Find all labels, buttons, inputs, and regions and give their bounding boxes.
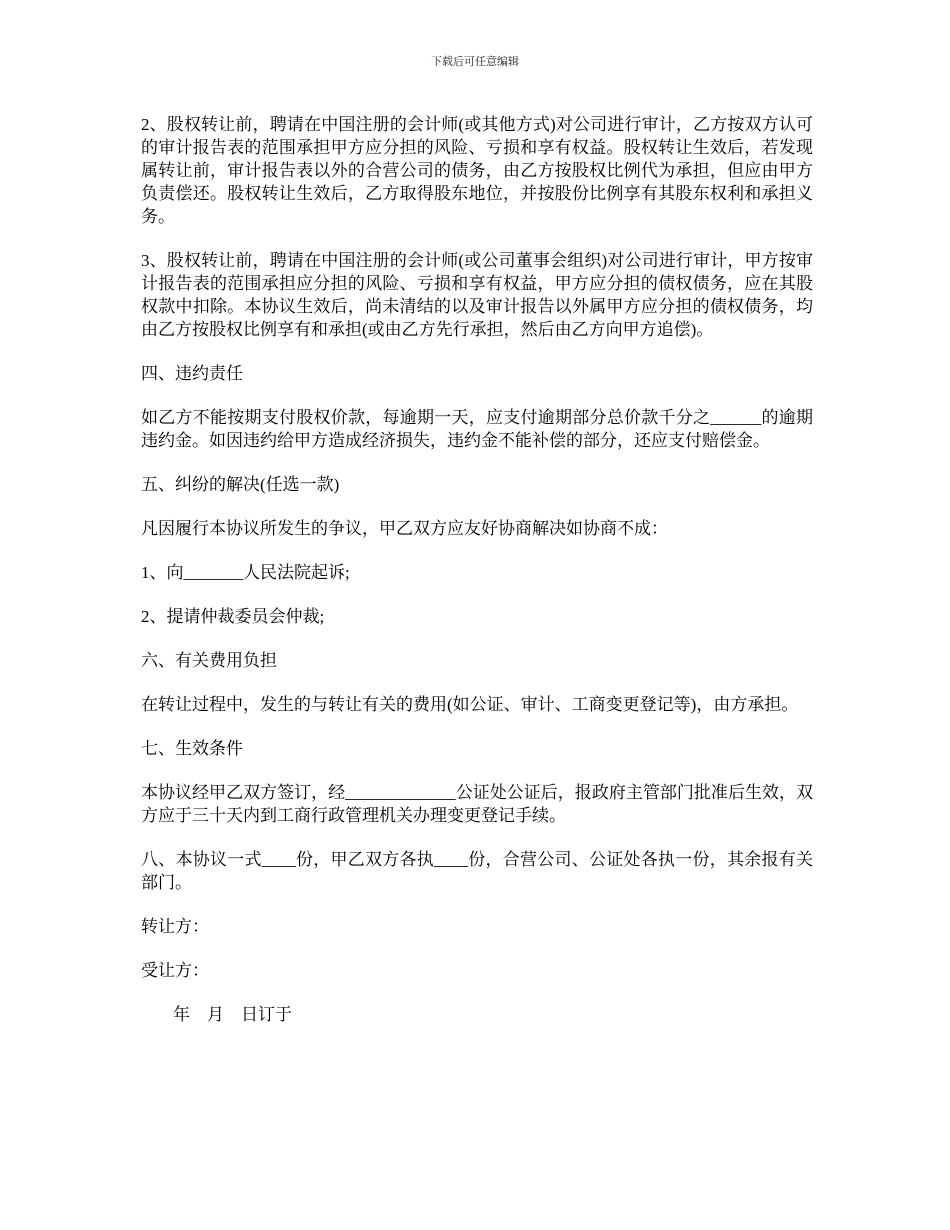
- effective-conditions-text: 本协议经甲乙双方签订，经_____________公证处公证后，报政府主管部门批准后生效，双方应于三十天内到工商行政管理机关办理变更登记手续。: [141, 783, 813, 825]
- transferor-signature-line: 转让方：: [141, 917, 209, 936]
- breach-liability-text: 如乙方不能按期支付股权价款，每逾期一天，应支付逾期部分总价款千分之______的逾期违约金。如因违约给甲方造成经济损失，违约金不能补偿的部分，还应支付赔偿金。: [141, 408, 813, 450]
- signing-date-line: 年 月 日订于: [173, 1005, 292, 1024]
- transferee-signature-line: 受让方：: [141, 961, 209, 980]
- dispute-option-court: 1、向_______人民法院起诉;: [141, 563, 350, 582]
- dispute-option-arbitration: 2、提请仲裁委员会仲裁;: [141, 607, 325, 626]
- section-heading-fees: 六、有关费用负担: [141, 651, 277, 670]
- dispute-resolution-text: 凡因履行本协议所发生的争议，甲乙双方应友好协商解决如协商不成：: [141, 519, 668, 538]
- clause-3-audit-board: 3、股权转让前，聘请在中国注册的会计师(或公司董事会组织)对公司进行审计，甲方按审计报告表的范围承担应分担的风险、亏损和享有权益，甲方应分担的债权债务，应在其股权款中扣除。本协议生效后，尚未清结的以及审计报告以外属甲方应分担的债权债务，均由乙方按股权比例享有和承担(或由乙方先行承担，然后由乙方向甲方追偿)。: [141, 251, 813, 339]
- fees-text: 在转让过程中，发生的与转让有关的费用(如公证、审计、工商变更登记等)，由方承担。: [141, 695, 799, 714]
- copies-clause: 八、本协议一式____份，甲乙双方各执____份，合营公司、公证处各执一份，其余报有关部门。: [141, 850, 813, 892]
- section-heading-dispute-resolution: 五、纠纷的解决(任选一款): [141, 475, 340, 494]
- section-heading-breach-liability: 四、违约责任: [141, 364, 243, 383]
- section-heading-effective-conditions: 七、生效条件: [141, 739, 243, 758]
- clause-2-audit-before-transfer: 2、股权转让前，聘请在中国注册的会计师(或其他方式)对公司进行审计，乙方按双方认可的审计报告表的范围承担甲方应分担的风险、亏损和享有权益。股权转让生效后，若发现属转让前，审计报告表以外的合营公司的债务，由乙方按股权比例代为承担，但应由甲方负责偿还。股权转让生效后，乙方取得股东地位，并按股份比例享有其股东权利和承担义务。: [141, 115, 813, 226]
- page-header-note: 下载后可任意编辑: [431, 56, 519, 68]
- document-body: [141, 113, 813, 1047]
